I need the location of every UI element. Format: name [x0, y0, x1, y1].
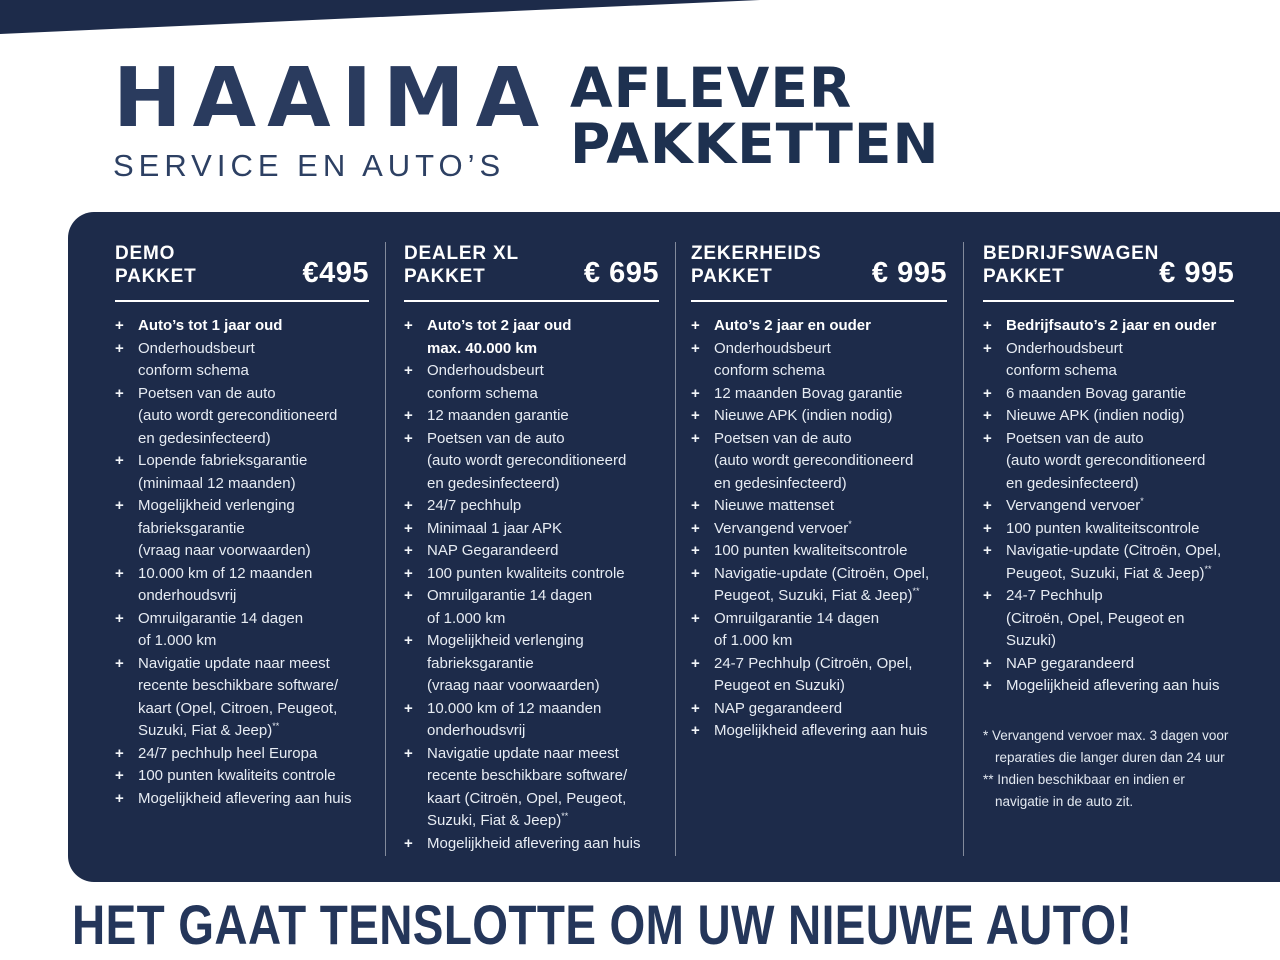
brand-block	[113, 51, 551, 184]
top-accent-bar	[0, 0, 760, 34]
package-item	[983, 518, 1234, 541]
plus-bullet-icon: +	[691, 339, 700, 357]
package-item	[691, 338, 947, 383]
package-item-text: Poetsen van de auto (auto wordt gereconditioneerd en gedesinfecteerd)	[1006, 429, 1206, 492]
plus-bullet-icon: +	[115, 767, 124, 785]
plus-bullet-icon: +	[691, 384, 700, 402]
package-item-list	[983, 315, 1234, 698]
plus-bullet-icon: +	[115, 744, 124, 762]
package-item	[983, 405, 1234, 428]
plus-bullet-icon: +	[404, 317, 413, 335]
package-item	[404, 315, 659, 360]
package-item	[115, 743, 369, 766]
package-item-text: Poetsen van de auto (auto wordt gereconditioneerd en gedesinfecteerd)	[427, 429, 627, 492]
package-name: DEALER XL PAKKET	[404, 243, 519, 288]
package-item	[404, 698, 659, 743]
header-divider	[404, 300, 659, 302]
footnotes	[983, 725, 1234, 813]
package-item-text: 100 punten kwaliteits controle	[138, 767, 336, 785]
package-name: ZEKERHEIDS PAKKET	[691, 243, 822, 288]
plus-bullet-icon: +	[691, 609, 700, 627]
package-item-list	[115, 315, 369, 810]
plus-bullet-icon: +	[983, 497, 992, 515]
package-item-text: 100 punten kwaliteits controle	[427, 564, 625, 582]
plus-bullet-icon: +	[983, 587, 992, 605]
plus-bullet-icon: +	[115, 789, 124, 807]
plus-bullet-icon: +	[983, 384, 992, 402]
package-item	[115, 383, 369, 451]
package-item-text: NAP gegarandeerd	[1006, 654, 1135, 672]
package-item-text: Omruilgarantie 14 dagen of 1.000 km	[138, 609, 304, 650]
package-item-text: Lopende fabrieksgarantie (minimaal 12 maanden)	[138, 452, 308, 492]
packages-panel	[68, 212, 1280, 882]
plus-bullet-icon: +	[691, 699, 700, 717]
package-item-text: Auto’s 2 jaar en ouder	[714, 317, 871, 335]
plus-bullet-icon: +	[691, 429, 700, 447]
plus-bullet-icon: +	[983, 429, 992, 447]
plus-bullet-icon: +	[691, 564, 700, 582]
package-price: € 995	[871, 257, 947, 290]
plus-bullet-icon: +	[691, 654, 700, 672]
package-item-text: Auto’s tot 2 jaar oud max. 40.000 km	[427, 317, 572, 357]
package-item	[691, 405, 947, 428]
package-name: BEDRIJFSWAGEN PAKKET	[983, 243, 1160, 288]
package-item-text: Onderhoudsbeurt conform schema	[427, 362, 544, 402]
plus-bullet-icon: +	[691, 519, 700, 537]
plus-bullet-icon: +	[404, 497, 413, 515]
package-item	[691, 495, 947, 518]
package-item-text: Navigatie-update (Citroën, Opel, Peugeot, Suzuki, Fiat & Jeep)**	[1006, 542, 1222, 582]
header-divider	[691, 300, 947, 302]
plus-bullet-icon: +	[115, 609, 124, 627]
package-item	[115, 315, 369, 338]
plus-bullet-icon: +	[115, 317, 124, 335]
package-item	[983, 315, 1234, 338]
package-item-text: 24/7 pechhulp heel Europa	[138, 744, 318, 762]
plus-bullet-icon: +	[404, 587, 413, 605]
package-item	[691, 315, 947, 338]
package-item	[404, 495, 659, 518]
footer-tagline: HET GAAT TENSLOTTE OM UW NIEUWE AUTO!	[72, 893, 1133, 956]
package-item	[115, 653, 369, 743]
package-item-text: Navigatie-update (Citroën, Opel, Peugeot, Suzuki, Fiat & Jeep)**	[714, 564, 930, 605]
package-item	[115, 563, 369, 608]
package-item-text: 24/7 pechhulp	[427, 497, 522, 515]
package-item-text: 10.000 km of 12 maanden onderhoudsvrij	[427, 699, 602, 740]
plus-bullet-icon: +	[983, 654, 992, 672]
package-header	[115, 242, 369, 288]
package-name: DEMO PAKKET	[115, 243, 197, 288]
plus-bullet-icon: +	[404, 407, 413, 425]
package-item-text: Omruilgarantie 14 dagen of 1.000 km	[714, 609, 880, 650]
package-item	[115, 450, 369, 495]
plus-bullet-icon: +	[115, 339, 124, 357]
package-item	[691, 540, 947, 563]
package-item-text: NAP gegarandeerd	[714, 699, 843, 717]
package-item-text: Navigatie update naar meest recente beschikbare software/ kaart (Opel, Citroen, Peugeot, Suzuki, Fiat & Jeep)**	[138, 654, 339, 740]
package-item-text: Mogelijkheid aflevering aan huis	[1006, 677, 1220, 695]
package-item	[983, 675, 1234, 698]
package-item	[691, 608, 947, 653]
package-item	[404, 405, 659, 428]
plus-bullet-icon: +	[404, 834, 413, 852]
package-item-text: 24-7 Pechhulp (Citroën, Opel, Peugeot en Suzuki)	[1006, 587, 1185, 650]
package-item	[691, 428, 947, 496]
package-item	[691, 518, 947, 541]
plus-bullet-icon: +	[691, 722, 700, 740]
package-item-text: 100 punten kwaliteitscontrole	[714, 542, 908, 560]
package-item-text: Vervangend vervoer*	[1006, 496, 1144, 515]
plus-bullet-icon: +	[115, 452, 124, 470]
package-item-text: Mogelijkheid aflevering aan huis	[427, 834, 641, 852]
package-price: € 695	[583, 257, 659, 290]
page-title-line2: PAKKETTEN	[570, 112, 940, 177]
package-item-text: 12 maanden Bovag garantie	[714, 384, 903, 402]
plus-bullet-icon: +	[404, 699, 413, 717]
page-title-line1: AFLEVER	[570, 56, 853, 120]
package-item	[404, 428, 659, 496]
plus-bullet-icon: +	[404, 429, 413, 447]
footnote: ** Indien beschikbaar en indien er navigatie in de auto zit.	[983, 771, 1185, 809]
plus-bullet-icon: +	[983, 407, 992, 425]
package-item	[404, 563, 659, 586]
plus-bullet-icon: +	[691, 407, 700, 425]
package-item-text: 24-7 Pechhulp (Citroën, Opel, Peugeot en Suzuki)	[714, 654, 913, 695]
package-item-text: NAP Gegarandeerd	[427, 542, 559, 560]
plus-bullet-icon: +	[404, 744, 413, 762]
package-item	[691, 563, 947, 608]
package-item-text: Mogelijkheid verlenging fabrieksgarantie (vraag naar voorwaarden)	[427, 632, 600, 695]
package-item-text: Onderhoudsbeurt conform schema	[138, 339, 255, 380]
plus-bullet-icon: +	[983, 317, 992, 335]
plus-bullet-icon: +	[691, 317, 700, 335]
package-item	[404, 743, 659, 833]
plus-bullet-icon: +	[404, 564, 413, 582]
plus-bullet-icon: +	[115, 564, 124, 582]
package-price: €495	[302, 257, 369, 290]
package-item	[691, 698, 947, 721]
package-item-text: Poetsen van de auto (auto wordt gereconditioneerd en gedesinfecteerd)	[714, 429, 914, 492]
plus-bullet-icon: +	[404, 519, 413, 537]
package-item-list	[691, 315, 947, 743]
package-item-text: Nieuwe APK (indien nodig)	[1006, 407, 1185, 425]
plus-bullet-icon: +	[983, 339, 992, 357]
package-item	[115, 495, 369, 563]
package-item-text: Omruilgarantie 14 dagen of 1.000 km	[427, 587, 593, 627]
package-column-1	[115, 242, 385, 856]
package-item-list	[404, 315, 659, 855]
package-item-text: Navigatie update naar meest recente beschikbare software/ kaart (Citroën, Opel, Peugeot, Suzuki, Fiat & Jeep)**	[427, 744, 628, 830]
package-item-text: 100 punten kwaliteitscontrole	[1006, 519, 1200, 537]
package-item-text: 12 maanden garantie	[427, 407, 569, 425]
package-item	[115, 608, 369, 653]
package-item	[115, 765, 369, 788]
package-item	[404, 518, 659, 541]
plus-bullet-icon: +	[404, 542, 413, 560]
package-item-text: Mogelijkheid verlenging fabrieksgarantie (vraag naar voorwaarden)	[138, 497, 311, 560]
package-price: € 995	[1159, 257, 1235, 290]
package-item-text: Poetsen van de auto (auto wordt gereconditioneerd en gedesinfecteerd)	[138, 384, 338, 447]
package-header	[691, 242, 947, 288]
package-item-text: Minimaal 1 jaar APK	[427, 519, 563, 537]
package-item	[983, 383, 1234, 406]
package-header	[404, 242, 659, 288]
package-item-text: Onderhoudsbeurt conform schema	[1006, 339, 1123, 380]
package-item	[404, 540, 659, 563]
package-header	[983, 242, 1234, 288]
plus-bullet-icon: +	[983, 519, 992, 537]
package-item	[983, 540, 1234, 585]
header-divider	[115, 300, 369, 302]
package-item	[983, 585, 1234, 653]
plus-bullet-icon: +	[115, 384, 124, 402]
package-item-text: Mogelijkheid aflevering aan huis	[138, 789, 352, 807]
plus-bullet-icon: +	[404, 632, 413, 650]
package-item	[983, 428, 1234, 496]
packages-columns	[115, 242, 1280, 856]
package-item	[691, 720, 947, 743]
package-item-text: Bedrijfsauto’s 2 jaar en ouder	[1006, 317, 1217, 335]
package-item-text: 10.000 km of 12 maanden onderhoudsvrij	[138, 564, 313, 605]
footnote: * Vervangend vervoer max. 3 dagen voor reparaties die langer duren dan 24 uur	[983, 727, 1229, 765]
plus-bullet-icon: +	[691, 497, 700, 515]
package-item-text: Nieuwe mattenset	[714, 497, 835, 515]
package-item-text: Onderhoudsbeurt conform schema	[714, 339, 831, 380]
page-title	[570, 56, 940, 177]
package-item	[983, 338, 1234, 383]
plus-bullet-icon: +	[983, 677, 992, 695]
package-item	[983, 653, 1234, 676]
package-item	[404, 833, 659, 856]
plus-bullet-icon: +	[691, 542, 700, 560]
brand-subtitle: SERVICE EN AUTO’S	[113, 148, 506, 183]
package-column-3	[675, 242, 963, 856]
package-item-text: Nieuwe APK (indien nodig)	[714, 407, 893, 425]
package-item-text: 6 maanden Bovag garantie	[1006, 384, 1187, 402]
package-item	[404, 630, 659, 698]
plus-bullet-icon: +	[115, 654, 124, 672]
package-item	[115, 338, 369, 383]
plus-bullet-icon: +	[983, 542, 992, 560]
package-item	[691, 383, 947, 406]
header-divider	[983, 300, 1234, 302]
package-item	[691, 653, 947, 698]
plus-bullet-icon: +	[404, 362, 413, 380]
package-item	[404, 360, 659, 405]
brand-logo: HAAIMA	[113, 51, 551, 146]
package-item-text: Mogelijkheid aflevering aan huis	[714, 722, 928, 740]
package-item	[115, 788, 369, 811]
package-item-text: Auto’s tot 1 jaar oud	[138, 317, 283, 335]
package-column-4	[963, 242, 1280, 856]
package-item	[983, 495, 1234, 518]
package-column-2	[385, 242, 675, 856]
plus-bullet-icon: +	[115, 497, 124, 515]
package-item	[404, 585, 659, 630]
package-item-text: Vervangend vervoer*	[714, 518, 852, 537]
